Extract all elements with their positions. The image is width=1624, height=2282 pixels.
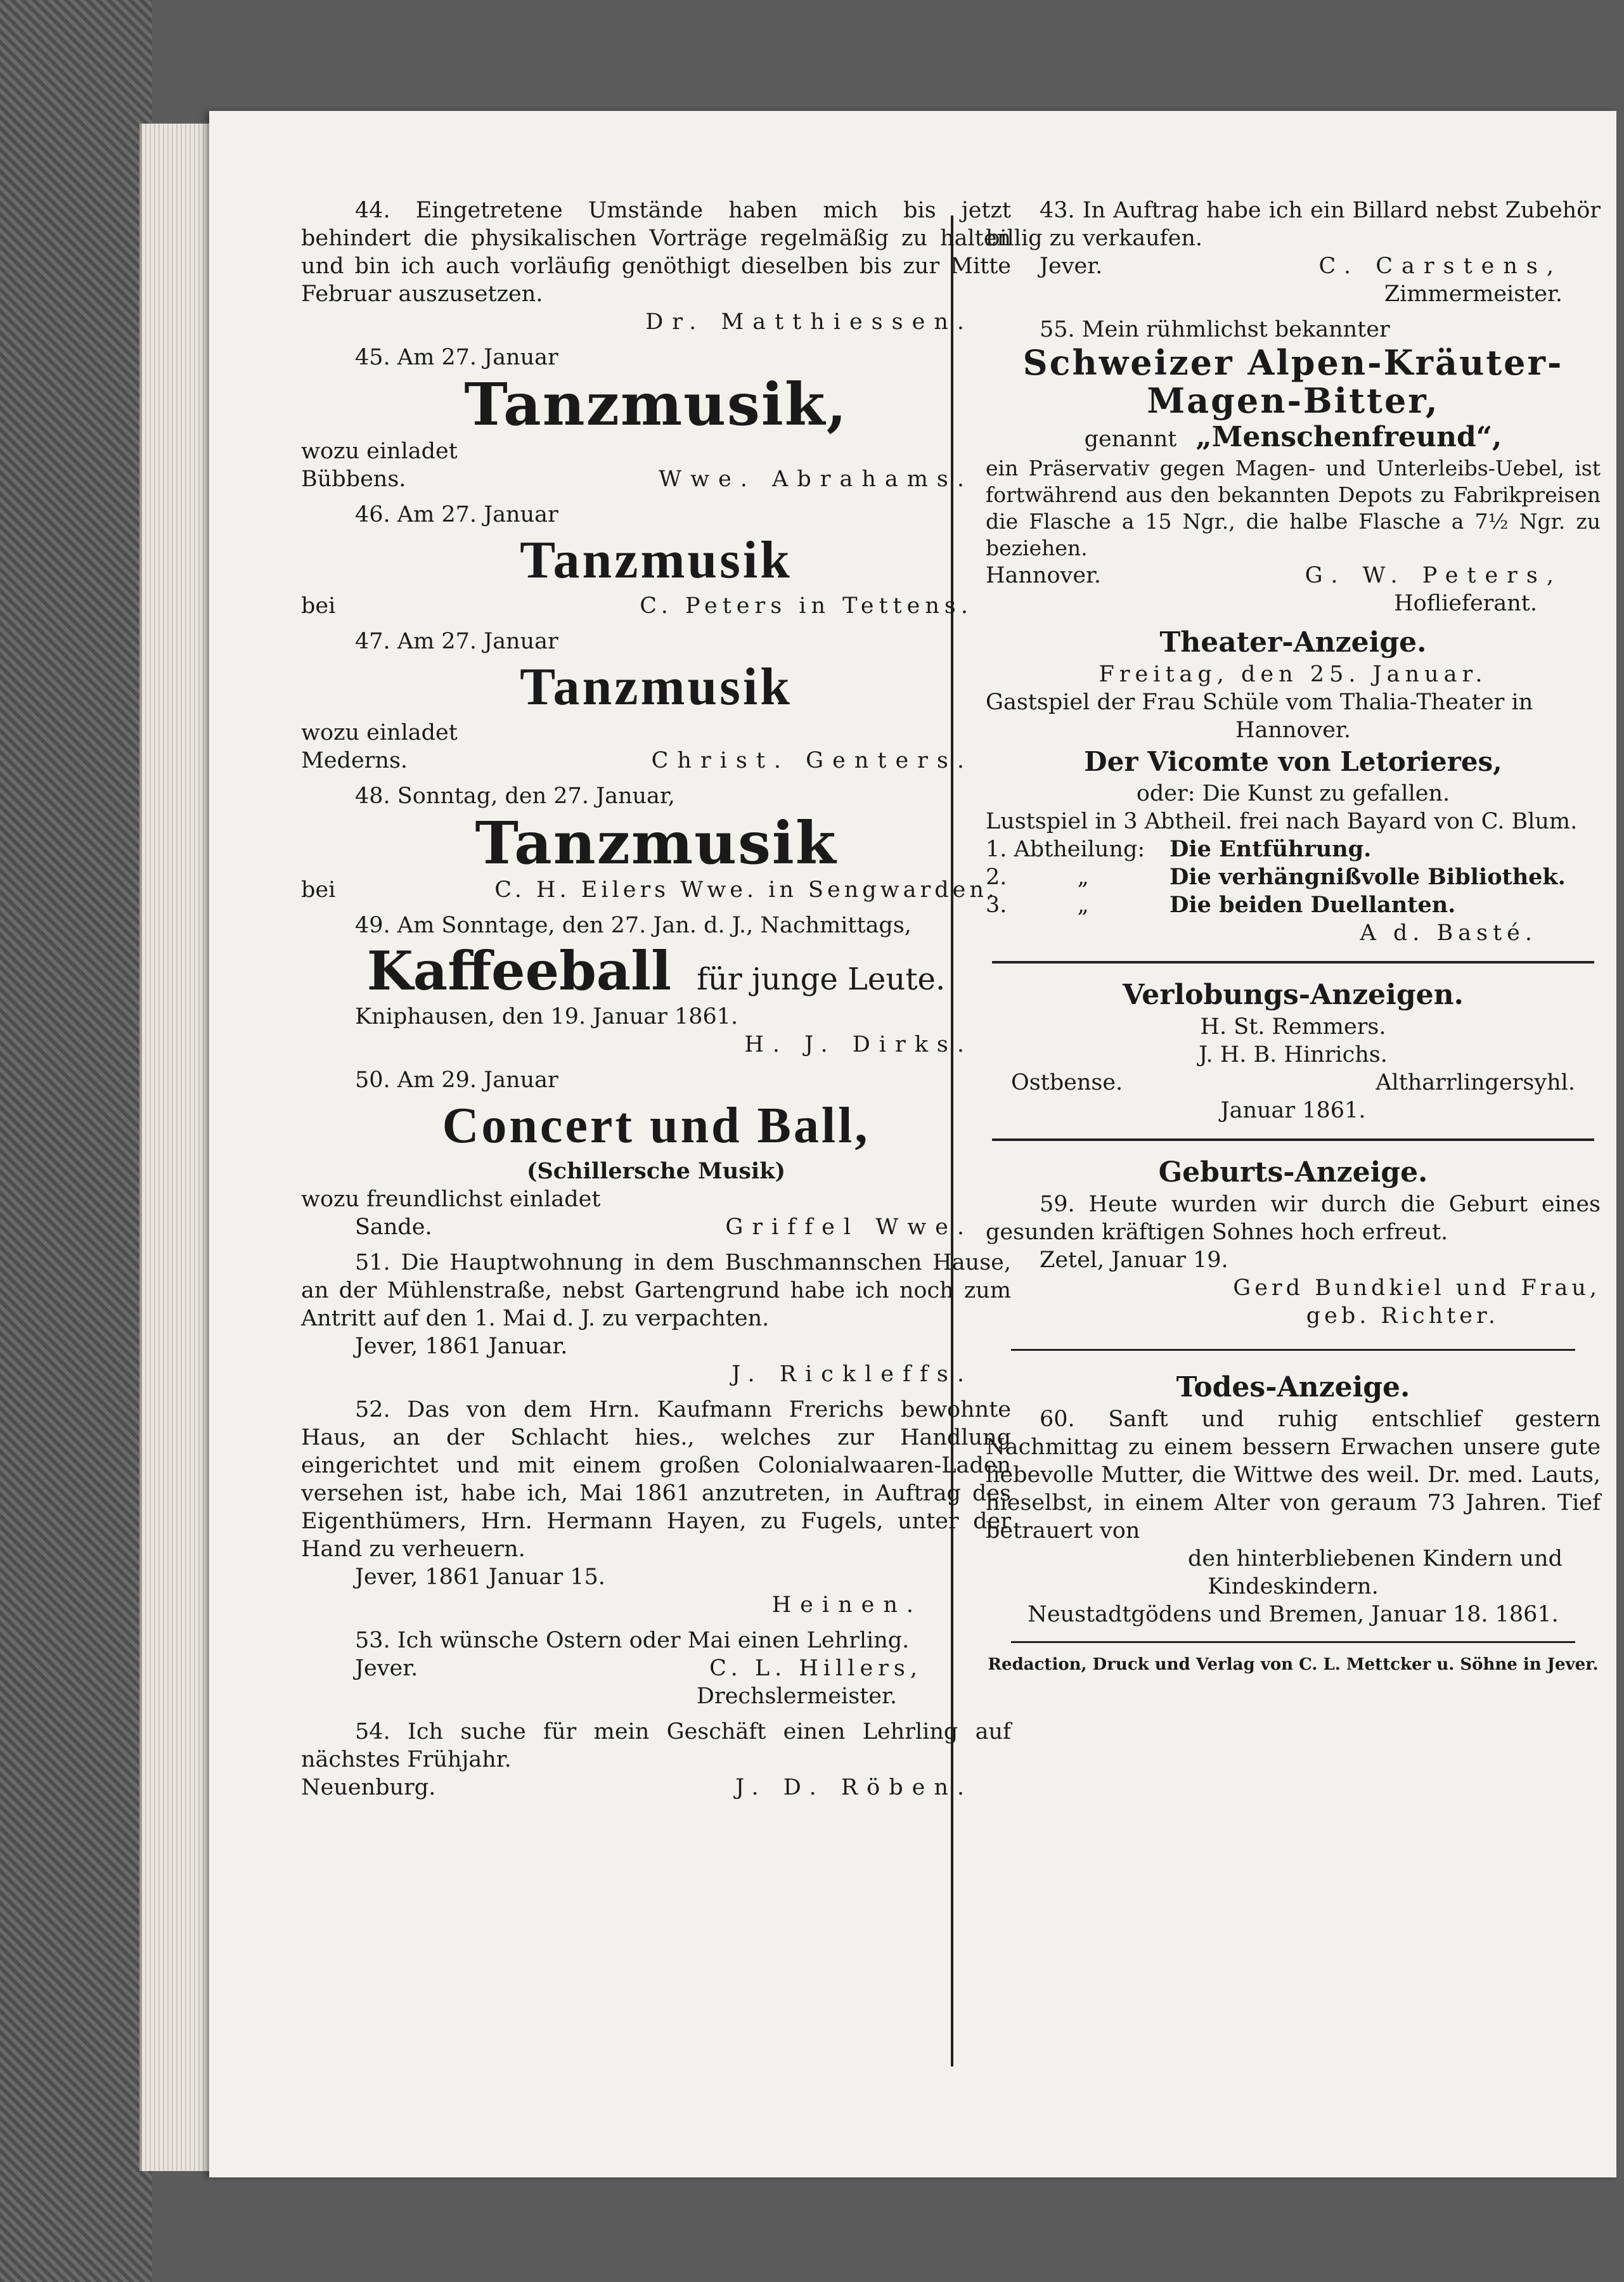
ad-54 xyxy=(301,1718,1011,1802)
theater-acts xyxy=(986,835,1601,919)
ad-title-2: Magen-Bitter, xyxy=(1147,380,1440,421)
birth-signature: Gerd Bundkiel und Frau, xyxy=(1233,1275,1601,1301)
page-stack-edges xyxy=(139,124,212,2171)
ad-place: Jever. xyxy=(355,1656,418,1681)
ad-product-name: „Menschenfreund“, xyxy=(1195,421,1502,453)
left-column xyxy=(301,197,1011,1809)
birth-place-date: Zetel, Januar 19. xyxy=(1040,1247,1228,1273)
ad-line: Jever, 1861 Januar. xyxy=(355,1334,568,1359)
theater-description: Lustspiel in 3 Abtheil. frei nach Bayard von C. Blum. xyxy=(986,809,1578,834)
ad-48 xyxy=(301,782,1011,904)
ad-53 xyxy=(301,1627,1011,1710)
ad-title: Concert und Ball, xyxy=(442,1098,870,1154)
act-number: 3. „ xyxy=(986,893,1089,918)
ad-text: 51. Die Hauptwohnung in dem Buschmannschen Hause, an der Mühlenstraße, nebst Gartengrund habe ich noch zum Antritt auf den 1. Mai d. J. zu verpachten. xyxy=(301,1250,1011,1331)
ad-signature: C. Carstens, xyxy=(1318,254,1563,279)
ad-line: Jever, 1861 Januar 15. xyxy=(355,1564,605,1590)
ad-place: Mederns. xyxy=(301,748,408,773)
ad-52 xyxy=(301,1396,1011,1619)
ad-place: Bübbens. xyxy=(301,467,406,492)
ad-title: Tanzmusik, xyxy=(464,370,848,439)
theater-announcement xyxy=(986,625,1601,947)
birth-announcement xyxy=(986,1155,1601,1330)
ad-44 xyxy=(301,197,1011,336)
section-rule xyxy=(1011,1641,1575,1643)
death-line-2: Kindeskindern. xyxy=(1208,1574,1379,1599)
ad-signature: Christ. Genters. xyxy=(651,748,973,773)
ad-text: ein Präservativ gegen Magen- und Unterleibs-Uebel, ist fortwährend aus den bekannten Depots zu Fabrikpreisen die Flasche a 15 Ngr., die halbe Flasche a 7½ Ngr. zu beziehen. xyxy=(986,456,1601,560)
ad-text: 44. Eingetretene Umstände haben mich bis jetzt behindert die physikalischen Vorträge regelmäßig zu halten und bin ich auch vorläufig genöthigt dieselben bis zur Mitte Februar auszusetzen. xyxy=(301,198,1011,307)
ad-signature: J. D. Röben. xyxy=(735,1775,973,1800)
imprint: Redaction, Druck und Verlag von C. L. Mettcker u. Söhne in Jever. xyxy=(988,1655,1599,1674)
act-title: Die Entführung. xyxy=(1170,836,1372,862)
ad-signature: C. H. Eilers Wwe. in Sengwarden. xyxy=(494,877,998,903)
ad-47 xyxy=(301,628,1011,775)
engagement-place-2: Altharrlingersyhl. xyxy=(1376,1070,1575,1095)
ad-title: Kaffeeball xyxy=(366,939,672,1002)
theater-signature: A d. Basté. xyxy=(1360,920,1537,946)
theater-play-title: Der Vicomte von Letorieres, xyxy=(1084,746,1502,777)
ad-signature: C. Peters in Tettens. xyxy=(640,593,973,619)
theater-date: Freitag, den 25. Januar. xyxy=(1099,662,1488,687)
ad-place: bei xyxy=(301,593,336,619)
act-title: Die beiden Duellanten. xyxy=(1170,892,1456,918)
ad-signature: Heinen. xyxy=(771,1592,922,1618)
ad-place: Hannover. xyxy=(986,563,1102,588)
newspaper-page xyxy=(209,111,1616,2177)
ad-place: Sande. xyxy=(355,1215,432,1240)
ad-heading: 47. Am 27. Januar xyxy=(355,629,558,654)
right-column xyxy=(986,197,1601,1677)
ad-line: wozu einladet xyxy=(301,439,458,464)
ad-line: wozu einladet xyxy=(301,720,458,745)
death-line: den hinterbliebenen Kindern und xyxy=(1187,1546,1563,1571)
ad-line: wozu freundlichst einladet xyxy=(301,1187,601,1212)
ad-title: Tanzmusik xyxy=(520,657,792,716)
ad-signature: Wwe. Abrahams. xyxy=(659,467,973,492)
ad-signature: Dr. Matthiessen. xyxy=(645,309,973,335)
birth-title: Geburts-Anzeige. xyxy=(1158,1156,1428,1189)
ad-text: 43. In Auftrag habe ich ein Billard nebst Zubehör billig zu verkaufen. xyxy=(986,198,1601,251)
death-title: Todes-Anzeige. xyxy=(1176,1371,1410,1403)
ad-signature-title: Hoflieferant. xyxy=(1394,591,1537,616)
act-number: 1. Abtheilung: xyxy=(986,837,1145,862)
engagement-name-1: H. St. Remmers. xyxy=(1200,1014,1386,1040)
theater-guest-city: Hannover. xyxy=(1235,718,1351,743)
ad-heading: 48. Sonntag, den 27. Januar, xyxy=(355,783,675,809)
ad-45 xyxy=(301,344,1011,493)
ad-43 xyxy=(986,197,1601,308)
ad-signature: J. Rickleffs. xyxy=(731,1362,973,1387)
ad-subtitle: für junge Leute. xyxy=(697,962,946,997)
ad-title: Tanzmusik xyxy=(475,809,837,877)
ad-signature: H. J. Dirks. xyxy=(744,1032,973,1057)
ad-heading: 49. Am Sonntage, den 27. Jan. d. J., Nachmittags, xyxy=(355,913,912,938)
ad-signature-title: Zimmermeister. xyxy=(1384,281,1563,307)
theater-play-subtitle: oder: Die Kunst zu gefallen. xyxy=(1136,781,1450,806)
ad-signature: G. W. Peters, xyxy=(1305,563,1563,588)
ad-signature: Griffel Wwe. xyxy=(725,1215,973,1240)
ad-55 xyxy=(986,316,1601,617)
act-number: 2. „ xyxy=(986,865,1089,890)
ad-place: Neuenburg. xyxy=(301,1775,436,1800)
ad-heading: 46. Am 27. Januar xyxy=(355,502,558,527)
section-rule xyxy=(1011,1349,1575,1351)
birth-signature-2: geb. Richter. xyxy=(1306,1303,1499,1329)
ad-text: 52. Das von dem Hrn. Kaufmann Frerichs bewohnte Haus, an der Schlacht hies., welches zur Handlung eingerichtet und mit einem großen Colonialwaaren-Laden versehen ist, habe ich, Mai 1861 anzutreten, in Auftrag des Eigenthümers, Hrn. Hermann Hayen, zu Fugels, unter der Hand zu verheuern. xyxy=(301,1397,1011,1562)
ad-signature: C. L. Hillers, xyxy=(709,1656,922,1681)
theater-title: Theater-Anzeige. xyxy=(1159,626,1427,659)
ad-title: Tanzmusik xyxy=(520,531,792,590)
death-announcement xyxy=(986,1370,1601,1628)
death-text: 60. Sanft und ruhig entschlief gestern Nachmittag zu einem bessern Erwachen unsere gute liebevolle Mutter, die Wittwe des weil. Dr. med. Lauts, hieselbst, in einem Alter von geraum 73 Jahren. Tief betrauert von xyxy=(986,1407,1601,1544)
ad-heading: 45. Am 27. Januar xyxy=(355,345,558,370)
engagement-date: Januar 1861. xyxy=(1220,1098,1366,1123)
engagement-title: Verlobungs-Anzeigen. xyxy=(1123,979,1464,1011)
ad-heading: 50. Am 29. Januar xyxy=(355,1067,558,1093)
ad-line: Kniphausen, den 19. Januar 1861. xyxy=(355,1004,738,1029)
engagement-name-2: J. H. B. Hinrichs. xyxy=(1199,1042,1388,1067)
ad-title: Schweizer Alpen-Kräuter- xyxy=(1022,342,1564,383)
birth-text: 59. Heute wurden wir durch die Geburt eines gesunden kräftigen Sohnes hoch erfreut. xyxy=(986,1192,1601,1245)
engagement-place-1: Ostbense. xyxy=(1011,1070,1123,1095)
ad-text: 53. Ich wünsche Ostern oder Mai einen Lehrling. xyxy=(355,1628,910,1653)
ad-place: bei xyxy=(301,877,336,903)
ad-46 xyxy=(301,501,1011,620)
ad-49 xyxy=(301,912,1011,1059)
ad-51 xyxy=(301,1249,1011,1388)
book-cover-edge xyxy=(0,0,152,2282)
engagement-announcement xyxy=(986,977,1601,1125)
act-title: Die verhängnißvolle Bibliothek. xyxy=(1170,864,1566,890)
ad-text: 54. Ich suche für mein Geschäft einen Lehrling auf nächstes Frühjahr. xyxy=(301,1719,1011,1772)
ad-named-label: genannt xyxy=(1084,427,1177,452)
ad-signature-title: Drechslermeister. xyxy=(696,1684,897,1709)
death-place-date: Neustadtgödens und Bremen, Januar 18. 1861. xyxy=(1028,1602,1559,1627)
ad-subtitle: (Schillersche Musik) xyxy=(526,1158,786,1184)
section-rule xyxy=(992,961,1594,964)
ad-heading: 55. Mein rühmlichst bekannter xyxy=(1040,317,1390,342)
ad-place: Jever. xyxy=(1040,254,1103,279)
theater-guest: Gastspiel der Frau Schüle vom Thalia-Theater in xyxy=(986,690,1533,715)
ad-50 xyxy=(301,1066,1011,1241)
section-rule xyxy=(992,1138,1594,1141)
